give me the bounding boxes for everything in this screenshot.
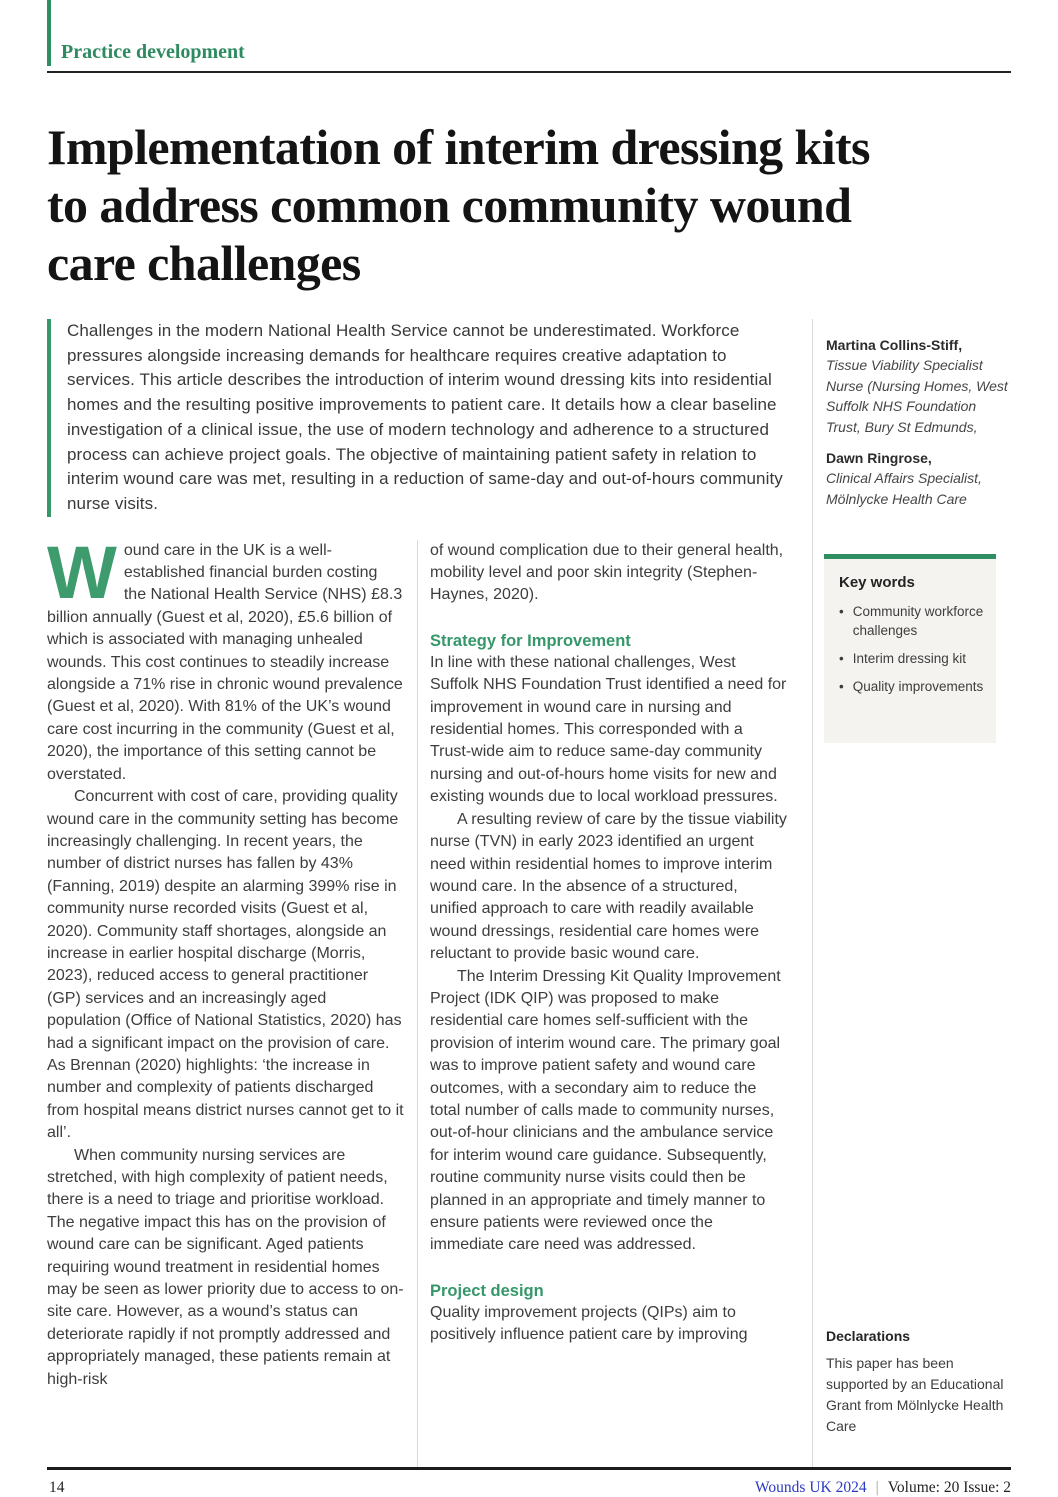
declarations-title: Declarations [826, 1328, 911, 1344]
body-paragraph: The Interim Dressing Kit Quality Improvement Project (IDK QIP) was proposed to make residential care homes self-sufficient with the provision of interim wound care. The primary goal was to improve patient safety and wound care outcomes, with a secondary aim to reduce the total number of calls made to community nurses, out-of-hour clinicians and the ambulance service for interim wound care guidance. Subsequently, routine community nurse visits could then be planned in an appropriate and timely manner to ensure patients were reviewed once the immediate care need was addressed. [430, 967, 781, 1254]
keyword-label: Quality improvements [852, 679, 984, 694]
footer [47, 1470, 1011, 1497]
section-heading-project-design: Project design [430, 1281, 544, 1300]
author-name: Dawn Ringrose, [826, 450, 932, 466]
bullet-icon [839, 677, 844, 696]
page-title-line: Implementation of interim dressing kits [47, 119, 870, 175]
body-paragraph: Concurrent with cost of care, providing quality wound care in the community setting has become increasingly challenging. In recent years, the number of district nurses has fallen by 43% (Fanning, 2019) despite an alarming 399% rise in community nurse recorded visits (Guest et al, 2020). Community staff shortages, alongside an increase in earlier hospital discharge (Morris, 2023), reduced access to general practitioner (GP) services and an increasingly aged population (Office of National Statistics, 2020) has had a significant impact on the provision of care. As Brennan (2020) highlights: ‘the increase in number and complexity of patients discharged from hospital means district nurses cannot get to it all’. [47, 788, 404, 1142]
section-kicker-row [47, 0, 1011, 66]
body-paragraph [47, 530, 404, 786]
sidebar [812, 319, 1011, 1467]
author-name: Martina Collins-Stiff, [826, 337, 963, 353]
body-paragraph: A resulting review of care by the tissue viability nurse (TVN) in early 2023 identified an urgent need within residential homes to improve interim wound care. In the absence of a structured, unified approach to care with readily available wound dressings, residential care homes were reluctant to provide basic wound care. [430, 810, 787, 963]
bullet-icon [839, 602, 844, 640]
author-block [826, 335, 1011, 520]
author-affiliation: Tissue Viability Specialist Nurse (Nursing Homes, West Suffolk NHS Foundation Trust, Bury St Edmunds, [826, 357, 1008, 435]
main-column [47, 319, 812, 1467]
keyword-label: Community workforce challenges [852, 604, 984, 638]
body-paragraph: Quality improvement projects (QIPs) aim to positively influence patient care by improving [430, 1303, 748, 1344]
body-paragraph: In line with these national challenges, West Suffolk NHS Foundation Trust identified a need for improvement in wound care in nursing and residential homes. This corresponded with a Trust-wide aim to reduce same-day community nursing and out-of-hours home visits for new and existing wounds due to local workload pressures. [430, 653, 787, 806]
page-title-line: care challenges [47, 235, 361, 291]
page-title-line: to address common community wound [47, 177, 852, 233]
section-heading-strategy: Strategy for Improvement [430, 631, 631, 650]
footer-separator: | [875, 1479, 879, 1496]
content-grid [47, 319, 1011, 1467]
abstract: Challenges in the modern National Health Service cannot be underestimated. Workforce pressures alongside increasing demands for healthcare requires creative adaptation to services. This article describes the introduction of interim wound dressing kits into residential homes and the resulting positive improvements to patient care. It details how a clear baseline investigation of a clinical issue, the use of modern technology and adherence to a structured process can achieve project goals. The objective of maintaining patient safety in relation to interim wound care was met, resulting in a reduction of same-day and out-of-hours community nurse visits. [47, 319, 789, 517]
keywords-box [824, 554, 996, 743]
declarations-text: This paper has been supported by an Educational Grant from Mölnlycke Health Care [826, 1355, 1004, 1434]
body-columns [47, 530, 812, 1467]
column-divider [417, 540, 418, 1467]
body-paragraph: When community nursing services are stretched, with high complexity of patient needs, there is a need to triage and prioritise workload. The negative impact this has on the provision of wound care can be significant. Aged patients requiring wound treatment in residential homes may be seen as lower priority due to access to on-site care. However, as a wound’s status can deteriorate rapidly if not promptly addressed and appropriately managed, these patients remain at high-risk [47, 1146, 404, 1388]
body-column-right [430, 540, 787, 1467]
paragraph-text: ound care in the UK is a well-established financial burden costing the National Health Service (NHS) £8.3 billion annually (Guest et al, 2020), £5.6 billion of which is associated with managing unhealed wounds. This cost continues to steadily increase alongside a 71% rise in chronic wound prevalence (Guest et al, 2020). With 81% of the UK’s wound care cost incurring in the community (Guest et al, 2020), the importance of this setting cannot be overstated. [47, 541, 403, 783]
page-number: 14 [49, 1479, 65, 1496]
body-column-left [47, 530, 404, 1467]
journal-name: Wounds UK 2024 [755, 1479, 867, 1496]
keyword-label: Interim dressing kit [852, 651, 967, 666]
issue-info: Volume: 20 Issue: 2 [887, 1479, 1011, 1496]
footer-journal-info [755, 1479, 1011, 1497]
declarations-block [826, 1328, 1011, 1437]
keyword-item [839, 602, 986, 640]
bullet-icon [839, 649, 844, 668]
keyword-item [839, 677, 986, 696]
header-rule [47, 71, 1011, 73]
keywords-title: Key words [839, 574, 915, 591]
body-paragraph: of wound complication due to their general health, mobility level and poor skin integrity (Stephen-Haynes, 2020). [430, 541, 784, 604]
section-kicker-label: Practice development [61, 41, 245, 63]
keyword-item [839, 649, 986, 668]
drop-cap: W [47, 530, 114, 614]
author-affiliation: Clinical Affairs Specialist, Mölnlycke Health Care [826, 470, 982, 507]
page-title [47, 118, 1011, 292]
